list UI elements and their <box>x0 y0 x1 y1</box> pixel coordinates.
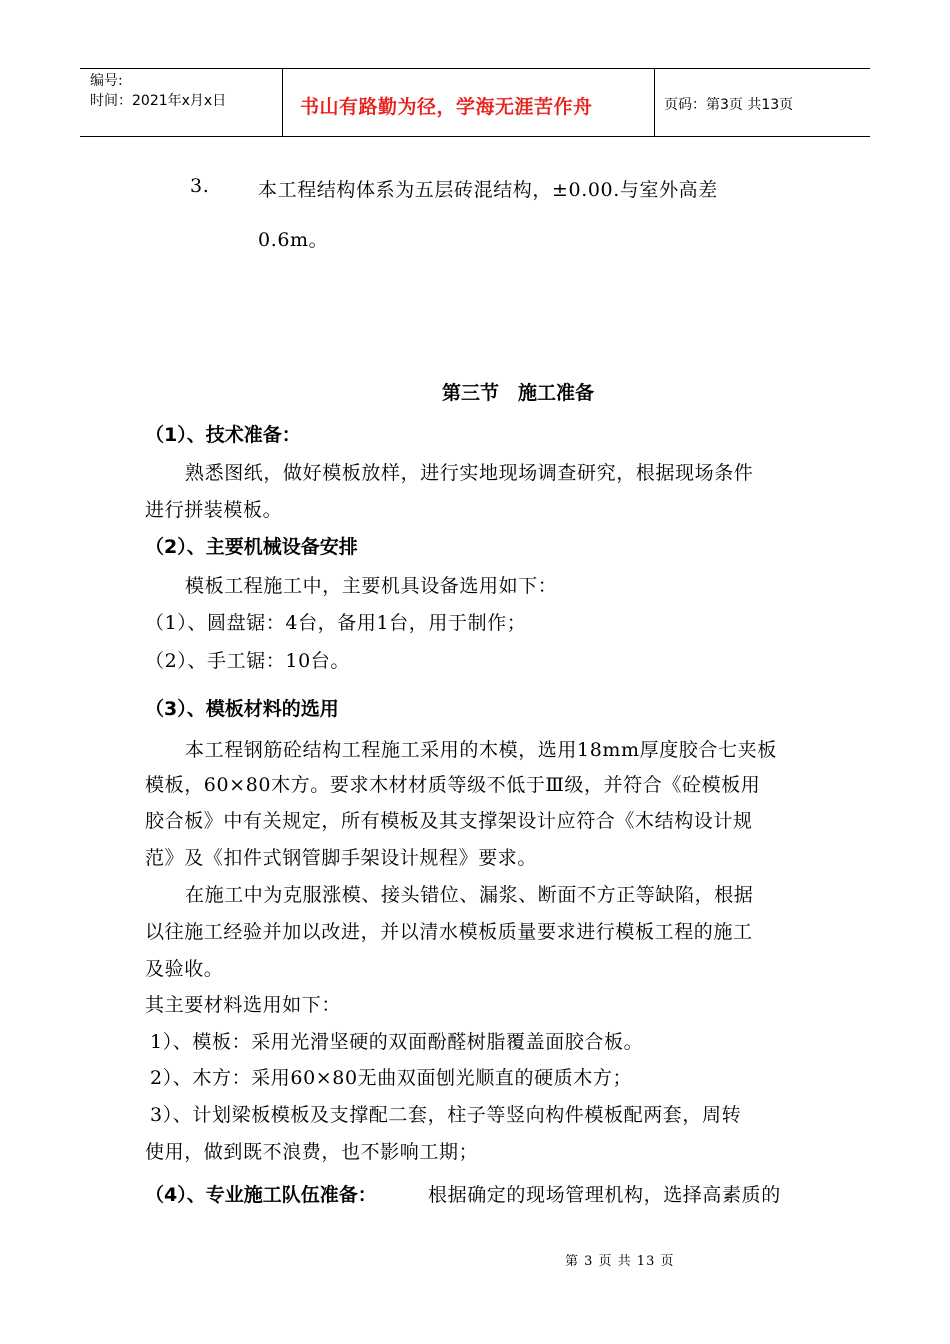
header-time-label: 时间：2021年x月x日 <box>90 93 227 109</box>
tech-prep-heading: （1）、技术准备： <box>145 424 301 446</box>
material-para1-line2: 模板，60×80木方。要求木材材质等级不低于Ⅲ级，并符合《砼模板用 <box>145 774 761 796</box>
header-divider-right <box>654 68 655 136</box>
header-number-label: 编号: <box>90 73 123 89</box>
intro-item3-line2: 0.6m。 <box>258 229 329 251</box>
material-item-3-line1: 3）、计划梁板模板及支撑配二套，柱子等竖向构件模板配两套，周转 <box>150 1104 742 1126</box>
tech-prep-para-line2: 进行拼装模板。 <box>145 499 283 521</box>
header-bottom-border <box>80 136 870 137</box>
material-para2-line2: 以往施工经验并加以改进，并以清水模板质量要求进行模板工程的施工 <box>145 921 753 943</box>
material-para2-line1: 在施工中为克服涨模、接头错位、漏浆、断面不方正等缺陷，根据 <box>185 884 754 906</box>
tech-prep-para-line1: 熟悉图纸，做好模板放样，进行实地现场调查研究，根据现场条件 <box>185 462 754 484</box>
material-para1-line1: 本工程钢筋砼结构工程施工采用的木模，选用18mm厚度胶合七夹板 <box>185 739 777 761</box>
material-item-1: 1）、模板：采用光滑坚硬的双面酚醛树脂覆盖面胶合板。 <box>150 1031 644 1053</box>
intro-item3-line1: 本工程结构体系为五层砖混结构，±0.00.与室外高差 <box>258 179 718 201</box>
main-materials-intro: 其主要材料选用如下： <box>145 994 342 1016</box>
material-item-3-line2: 使用，做到既不浪费，也不影响工期； <box>145 1141 479 1163</box>
material-para1-line4: 范》及《扣件式钢管脚手架设计规程》要求。 <box>145 847 538 869</box>
header-page-info: 页码：第3页 共13页 <box>664 97 794 113</box>
header-motto: 书山有路勤为径，学海无涯苦作舟 <box>300 96 593 118</box>
material-para2-line3: 及验收。 <box>145 958 224 980</box>
header-divider-left <box>282 68 283 136</box>
material-heading: （3）、模板材料的选用 <box>145 698 339 720</box>
material-para1-line3: 胶合板》中有关规定，所有模板及其支撑架设计应符合《木结构设计规 <box>145 810 753 832</box>
equipment-item-1: （1）、圆盘锯：4台，备用1台，用于制作； <box>145 612 527 634</box>
material-item-2: 2）、木方：采用60×80无曲双面刨光顺直的硬质木方； <box>150 1067 633 1089</box>
team-text: 根据确定的现场管理机构，选择高素质的 <box>428 1184 781 1206</box>
equipment-item-2: （2）、手工锯：10台。 <box>145 650 350 672</box>
equipment-intro: 模板工程施工中，主要机具设备选用如下： <box>185 575 558 597</box>
header-top-border <box>80 68 870 69</box>
intro-item3-number: 3. <box>190 175 210 197</box>
footer-page-number: 第 3 页 共 13 页 <box>565 1254 675 1269</box>
equipment-heading: （2）、主要机械设备安排 <box>145 536 358 558</box>
team-heading: （4）、专业施工队伍准备： <box>145 1184 377 1206</box>
section-title: 第三节 施工准备 <box>442 382 595 404</box>
